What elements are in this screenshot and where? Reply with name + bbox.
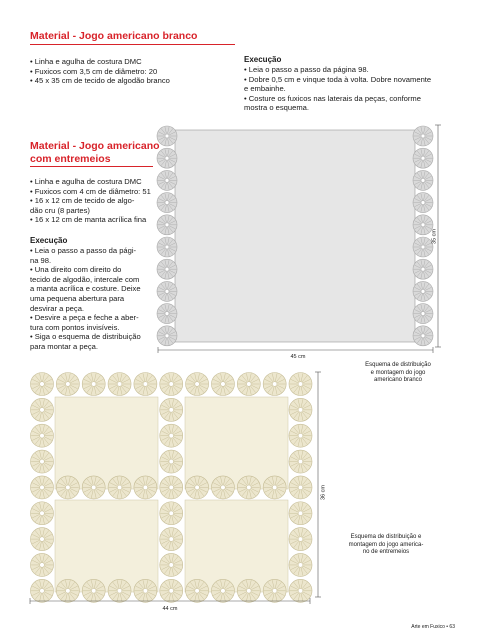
exec-line: para montar a peça.	[30, 341, 98, 351]
material-item: • 16 x 12 cm de tecido de algo-	[30, 196, 135, 206]
fuxico-flower	[56, 579, 79, 602]
fuxico-flower	[56, 476, 79, 499]
exec-line: tura com pontos invisíveis.	[30, 322, 120, 332]
fuxico-flower	[31, 476, 54, 499]
section2-exec-title: Execução	[30, 236, 68, 245]
fuxico-flower	[160, 502, 183, 525]
fabric-panel	[185, 500, 288, 592]
section1-title: Material - Jogo americano branco	[30, 30, 198, 42]
fuxico-flower	[31, 502, 54, 525]
fuxico-flower	[31, 398, 54, 421]
material-item: • Fuxicos com 4 cm de diâmetro: 51	[30, 186, 151, 196]
fuxico-flower	[134, 373, 157, 396]
material-item: • Linha e agulha de costura DMC	[30, 177, 142, 186]
exec-line: e embainhe.	[244, 84, 286, 94]
section2-title-line: com entremeios	[30, 153, 111, 165]
fuxico-flower	[289, 373, 312, 396]
fuxico-flower	[289, 528, 312, 551]
fuxico-flower	[160, 450, 183, 473]
caption-line: Esquema de distribuição e	[350, 534, 422, 540]
caption-line: Esquema de distribuição	[365, 362, 431, 368]
fuxico-flower	[31, 553, 54, 576]
diagram2-height-label: 36 cm	[320, 485, 327, 500]
material-item: dão cru (8 partes)	[30, 205, 90, 215]
page-footer: Arte em Fuxico • 63	[411, 624, 455, 630]
fuxico-flower	[289, 450, 312, 473]
fuxico-flower	[82, 579, 105, 602]
fuxico-flower	[31, 528, 54, 551]
fabric-panel	[55, 397, 158, 489]
fuxico-flower	[289, 398, 312, 421]
fuxico-flower	[108, 579, 131, 602]
material-item: • Fuxicos com 3,5 cm de diâmetro: 20	[30, 66, 158, 76]
fuxico-flower	[108, 476, 131, 499]
diagram2-width-label: 44 cm	[162, 606, 178, 612]
material-item: • Linha e agulha de costura DMC	[30, 57, 142, 66]
exec-line: na 98.	[30, 255, 52, 265]
fuxico-flower	[263, 373, 286, 396]
fuxico-flower	[289, 579, 312, 602]
material-item: • 45 x 35 cm de tecido de algodão branco	[30, 76, 170, 86]
fuxico-flower	[263, 476, 286, 499]
fuxico-flower	[31, 424, 54, 447]
caption-line: e montagem do jogo	[370, 369, 426, 376]
fuxico-flower	[237, 476, 260, 499]
exec-line: tecido de algodão, intercale com	[30, 274, 140, 284]
fuxico-flower	[211, 476, 234, 499]
exec-line: • Una direito com direito do	[30, 265, 122, 275]
fuxico-flower	[31, 373, 54, 396]
fuxico-flower	[160, 528, 183, 551]
fabric-panel	[185, 397, 288, 489]
fuxico-flower	[160, 553, 183, 576]
exec-line: mostra o esquema.	[244, 103, 309, 113]
exec-line: • Costure os fuxicos nas laterais da peças, conforme	[244, 93, 421, 103]
caption-line: montagem do jogo america-	[348, 541, 424, 548]
fuxico-flower	[186, 373, 209, 396]
diagram1-height-label: 35 cm	[431, 229, 438, 244]
fuxico-flower	[186, 476, 209, 499]
fuxico-flower	[82, 373, 105, 396]
section2-title-line: Material - Jogo americano	[30, 140, 160, 152]
fuxico-flower	[160, 373, 183, 396]
caption-line: americano branco	[373, 377, 423, 384]
exec-line: desvirar a peça.	[30, 303, 85, 313]
section1-exec-title: Execução	[244, 55, 282, 64]
exec-line: a manta acrílica e costure. Deixe	[30, 284, 141, 294]
fuxico-flower	[289, 476, 312, 499]
fuxico-flower	[263, 579, 286, 602]
material-item: • 16 x 12 cm de manta acrílica fina	[30, 215, 147, 225]
fuxico-flower	[31, 450, 54, 473]
exec-line: • Dobre 0,5 cm e vinque toda à volta. Dobre novamente	[244, 74, 432, 84]
exec-line: uma pequena abertura para	[30, 293, 125, 303]
fuxico-flower	[186, 579, 209, 602]
diagram1-width-label: 45 cm	[290, 354, 306, 360]
exec-line: • Desvire a peça e feche a aber-	[30, 313, 139, 323]
fuxico-flower	[160, 424, 183, 447]
fuxico-flower	[56, 373, 79, 396]
fuxico-flower	[160, 476, 183, 499]
fuxico-flower	[289, 502, 312, 525]
fuxico-flower	[237, 373, 260, 396]
fuxico-flower	[211, 373, 234, 396]
diagram2-caption	[340, 534, 432, 557]
fuxico-flower	[134, 579, 157, 602]
caption-line: no de entremeios	[362, 549, 410, 556]
fuxico-flower	[237, 579, 260, 602]
fuxico-flower	[82, 476, 105, 499]
fuxico-flower	[108, 373, 131, 396]
fuxico-flower	[289, 553, 312, 576]
exec-line: • Leia o passo a passo da página 98.	[244, 65, 369, 74]
fuxico-flower	[211, 579, 234, 602]
exec-line: • Siga o esquema de distribuição	[30, 332, 141, 342]
fuxico-flower	[160, 398, 183, 421]
fabric-panel	[55, 500, 158, 592]
fuxico-flower	[160, 579, 183, 602]
fuxico-flower	[289, 424, 312, 447]
fuxico-flower	[31, 579, 54, 602]
fuxico-flower	[134, 476, 157, 499]
exec-line: • Leia o passo a passo da pági-	[30, 246, 137, 255]
